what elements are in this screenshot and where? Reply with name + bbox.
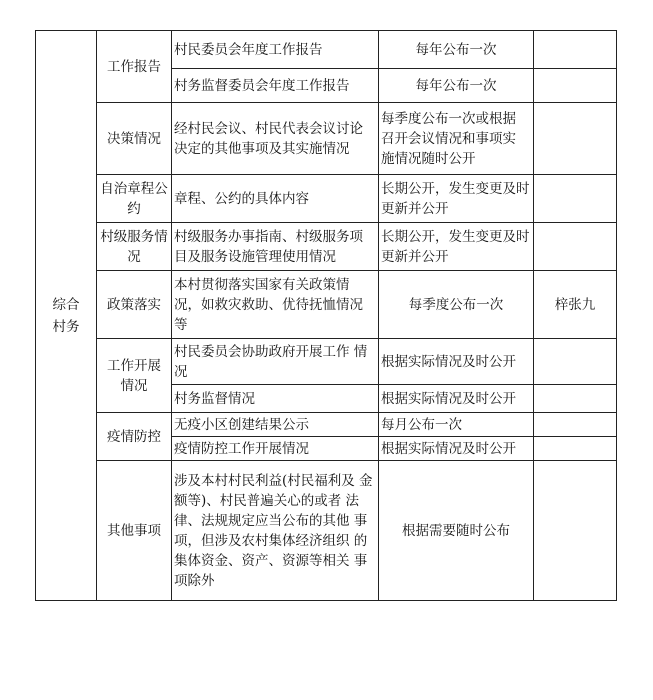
subcategory-cell: 决策情况 [97, 103, 172, 175]
table-row [36, 175, 617, 223]
table-row [36, 223, 617, 271]
responsible-cell [534, 413, 617, 437]
frequency-cell: 每月公布一次 [379, 413, 534, 437]
frequency-cell: 根据实际情况及时公开 [379, 339, 534, 385]
item-cell: 疫情防控工作开展情况 [172, 437, 379, 461]
disclosure-table [35, 30, 617, 601]
frequency-cell: 根据实际情况及时公开 [379, 437, 534, 461]
frequency-cell: 根据需要随时公布 [379, 461, 534, 601]
subcategory-cell: 政策落实 [97, 271, 172, 339]
responsible-person: 梓张九 [534, 271, 617, 339]
subcategory-cell: 工作报告 [97, 31, 172, 103]
frequency-cell: 长期公开，发生变更及时更新并公开 [379, 223, 534, 271]
responsible-cell [534, 339, 617, 385]
responsible-cell [534, 461, 617, 601]
frequency-cell: 每季度公布一次 [379, 271, 534, 339]
subcategory-cell: 其他事项 [97, 461, 172, 601]
item-cell: 村级服务办事指南、村级服务项目及服务设施管理使用情况 [172, 223, 379, 271]
subcategory-cell: 工作开展 情况 [97, 339, 172, 413]
frequency-cell: 根据实际情况及时公开 [379, 385, 534, 413]
table-row [36, 31, 617, 69]
item-cell: 无疫小区创建结果公示 [172, 413, 379, 437]
subcategory-cell: 疫情防控 [97, 413, 172, 461]
responsible-cell [534, 103, 617, 175]
responsible-cell [534, 69, 617, 103]
responsible-cell [534, 385, 617, 413]
item-cell: 本村贯彻落实国家有关政策情况，如救灾救助、优待抚恤情况等 [172, 271, 379, 339]
responsible-cell [534, 437, 617, 461]
item-cell: 村务监督委员会年度工作报告 [172, 69, 379, 103]
table-row [36, 339, 617, 385]
responsible-cell [534, 31, 617, 69]
responsible-cell [534, 175, 617, 223]
category-cell [36, 31, 97, 601]
item-cell: 章程、公约的具体内容 [172, 175, 379, 223]
table-row [36, 103, 617, 175]
responsible-cell [534, 223, 617, 271]
frequency-cell: 每年公布一次 [379, 69, 534, 103]
item-cell: 村务监督情况 [172, 385, 379, 413]
item-cell: 村民委员会协助政府开展工作 情况 [172, 339, 379, 385]
subcategory-cell: 村级服务情况 [97, 223, 172, 271]
frequency-cell: 每年公布一次 [379, 31, 534, 69]
frequency-cell: 每季度公布一次或根据 召开会议情况和事项实 施情况随时公开 [379, 103, 534, 175]
category-label: 综合村务 [52, 296, 80, 335]
item-cell: 涉及本村村民利益(村民福利及 金额等)、村民普遍关心的或者 法律、法规规定应当公布的其他 事项，但涉及农村集体经济组织 的集体资金、资产、资源等相关 事项除外 [172, 461, 379, 601]
item-cell: 村民委员会年度工作报告 [172, 31, 379, 69]
subcategory-cell: 自治章程公约 [97, 175, 172, 223]
frequency-cell: 长期公开，发生变更及时更新并公开 [379, 175, 534, 223]
table-row [36, 413, 617, 437]
item-cell: 经村民会议、村民代表会议讨论决定的其他事项及其实施情况 [172, 103, 379, 175]
table-row [36, 461, 617, 601]
table-row [36, 271, 617, 339]
